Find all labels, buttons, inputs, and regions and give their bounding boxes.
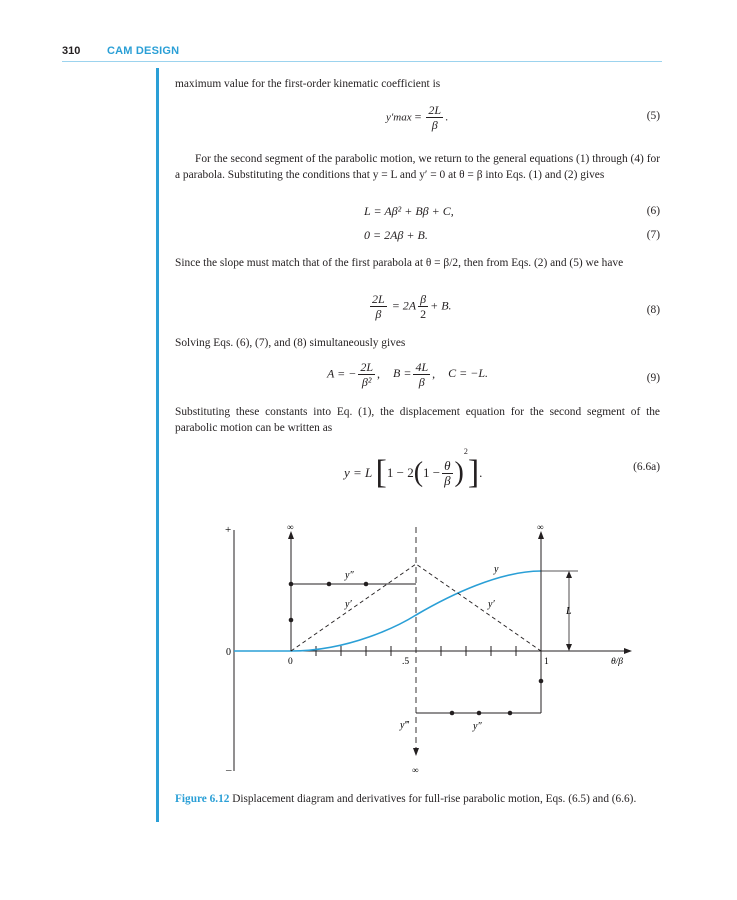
equation-7: 0 = 2Aβ + B. [364, 228, 428, 242]
displacement-diagram [0, 515, 737, 790]
L-arrow-top [566, 571, 572, 578]
eq5-den: β [431, 118, 438, 132]
x-tick-zero: 0 [288, 657, 293, 667]
eq66a-lhs: y = L [344, 465, 373, 481]
x-tick-half: .5 [402, 657, 410, 667]
left-impulse-arrow [288, 531, 294, 539]
eq5-fraction [426, 103, 443, 132]
equation-number-5: (5) [646, 110, 660, 122]
axis-plus-label: + [225, 524, 232, 536]
infinity-top-left: ∞ [287, 522, 294, 532]
eq9-c: C = −L. [448, 366, 488, 381]
eq8-lhs-fraction [370, 292, 387, 321]
eq9-b-num: 4L [415, 360, 429, 374]
figure-label: Figure 6.12 [175, 793, 230, 805]
section-title: CAM DESIGN [107, 45, 180, 57]
equation-number-6-6a: (6.6a) [633, 461, 660, 473]
x-axis-arrow [624, 648, 632, 654]
right-impulse-arrow [538, 531, 544, 539]
eq9-a-fraction [358, 360, 375, 389]
eq9-a-den: β² [361, 375, 372, 389]
page-number: 310 [62, 45, 81, 57]
L-arrow-bottom [566, 644, 572, 651]
axis-zero-label: 0 [226, 647, 231, 658]
equation-number-8: (8) [646, 304, 660, 316]
displacement-curve [234, 571, 541, 651]
eq8-lhs-den: β [375, 307, 382, 321]
infinity-bottom: ∞ [412, 765, 419, 775]
equation-5: y′max = $\frac{2L}{\beta}$ . [386, 103, 449, 132]
label-y-triple: y‴ [400, 720, 409, 731]
eq8-mid: = 2A [391, 298, 417, 313]
equation-number-7: (7) [646, 229, 660, 241]
equation-number-6: (6) [646, 205, 660, 217]
paragraph-1: maximum value for the first-order kinematic coefficient is [175, 78, 441, 90]
eq66a-inner-b: 1 − [423, 465, 441, 481]
eq66a-fraction [442, 459, 452, 488]
eq8-tail: + B. [430, 298, 452, 313]
eq9-a-lhs: A = − [327, 366, 357, 381]
paragraph-2: For the second segment of the parabolic motion, we return to the general equations (1) through (4) for a parabola. Substituting the conditions that y = L and y′ = 0 at θ = β into Eqs. (1) and (2) gives [175, 153, 660, 181]
caption-text: Displacement diagram and derivatives for full-rise parabolic motion, Eqs. (6.5) and (6.6). [229, 793, 637, 805]
bottom-arrow [413, 748, 419, 756]
eq8-lhs-num: 2L [372, 292, 385, 306]
equation-8 [368, 292, 452, 321]
paragraph-3: Since the slope must match that of the first parabola at θ = β/2, then from Eqs. (2) and (5) we have [175, 257, 624, 269]
eq66a-power: 2 [463, 447, 468, 456]
header-rule [62, 61, 662, 62]
equation-9: A = − $\frac{2L}{\text{β²}}$ , B = $\frac{4L}{\beta}$ , C = −L. [327, 360, 488, 389]
eq66a-frac-den: β [444, 472, 451, 488]
label-y-prime-right: y′ [488, 599, 495, 610]
label-y-prime-left: y′ [345, 599, 352, 610]
label-y: y [494, 564, 499, 575]
paragraph-4: Solving Eqs. (6), (7), and (8) simultaneously gives [175, 337, 406, 349]
label-y-double-bottom: y″ [473, 721, 482, 732]
eq9-b-den: β [418, 375, 425, 389]
equation-6-6a: y = L [1 − 2(1 − $\frac{\theta}{\beta}$ )$^2$]. [344, 447, 483, 492]
eq66a-inner-a: 1 − 2 [386, 465, 414, 481]
x-axis-label: θ/β [611, 657, 624, 667]
infinity-top-right: ∞ [537, 522, 544, 532]
paragraph-5: Substituting these constants into Eq. (1), the displacement equation for the second segment of the parabolic motion can be written as [175, 406, 660, 434]
eq9-b-lhs: B = [393, 366, 412, 381]
eq8-mid-num: β [420, 292, 427, 306]
figure-caption [175, 792, 660, 807]
eq8-mid-den: 2 [420, 307, 427, 321]
eq9-a-num: 2L [360, 360, 373, 374]
eq8-mid-fraction [418, 292, 428, 321]
eq9-b-fraction [413, 360, 430, 389]
eq66a-frac-num: θ [444, 457, 451, 473]
eq5-lhs: y′max [386, 111, 412, 124]
label-y-double-top: y″ [345, 570, 354, 581]
equation-number-9: (9) [646, 372, 660, 384]
L-label: L [566, 606, 572, 617]
eq5-num: 2L [428, 103, 442, 117]
x-tick-one: 1 [544, 657, 549, 667]
equation-6: L = Aβ² + Bβ + C, [364, 204, 454, 218]
axis-minus-label: – [226, 764, 232, 776]
